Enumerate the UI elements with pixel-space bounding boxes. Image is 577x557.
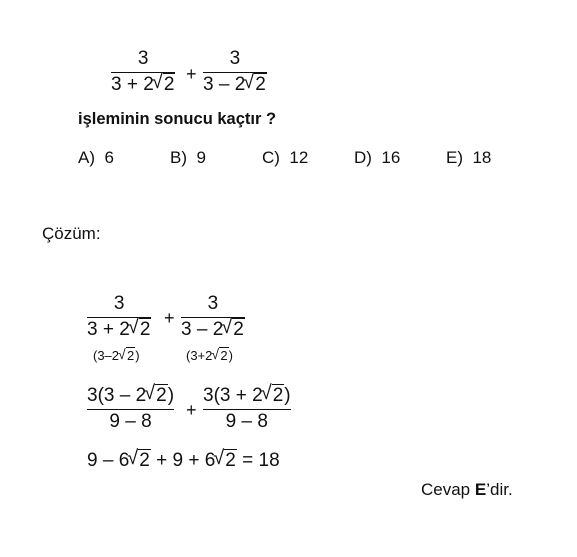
sqrt-symbol bbox=[119, 348, 135, 363]
choice-e bbox=[446, 148, 491, 168]
den-integer: 3 bbox=[203, 74, 214, 95]
fraction-bar bbox=[87, 409, 174, 410]
den-operator: + bbox=[126, 74, 138, 95]
den-coefficient: 2 bbox=[143, 74, 154, 95]
radicand: 2 bbox=[127, 348, 135, 363]
fraction-bar bbox=[203, 409, 291, 410]
radicand: 2 bbox=[255, 74, 266, 95]
question-fraction-2 bbox=[203, 48, 267, 96]
numerator: 3 bbox=[207, 293, 219, 314]
radicand: 2 bbox=[225, 450, 236, 471]
choice-label: E) bbox=[446, 148, 463, 167]
question-prompt: işleminin sonucu kaçtır ? bbox=[78, 110, 277, 128]
choice-d bbox=[354, 148, 400, 168]
multiplier-open: (3+2 bbox=[186, 348, 213, 363]
numerator bbox=[203, 385, 291, 407]
numerator-open: 3(3 – 2 bbox=[87, 385, 147, 406]
numerator-open: 3(3 + 2 bbox=[203, 385, 263, 406]
radicand: 2 bbox=[272, 385, 284, 406]
choice-value: 9 bbox=[196, 148, 206, 167]
multiplier-open: (3–2 bbox=[93, 348, 120, 363]
den-coefficient: 2 bbox=[234, 74, 246, 95]
sqrt-symbol bbox=[129, 450, 151, 472]
den-integer: 3 bbox=[111, 74, 122, 95]
radicand: 2 bbox=[139, 319, 151, 340]
choice-label: B) bbox=[170, 148, 187, 167]
sqrt-symbol bbox=[154, 74, 176, 96]
den-coefficient: 2 bbox=[119, 319, 130, 340]
sqrt-symbol bbox=[146, 385, 168, 407]
expanded-fraction-2 bbox=[203, 385, 291, 433]
numerator-close: ) bbox=[284, 385, 291, 406]
choice-c bbox=[262, 148, 308, 168]
choice-label: C) bbox=[262, 148, 280, 167]
choice-a bbox=[78, 148, 114, 168]
multiplier-2 bbox=[186, 348, 233, 363]
sqrt-symbol bbox=[212, 348, 228, 363]
multiplier-1 bbox=[93, 348, 140, 363]
denominator bbox=[181, 319, 245, 341]
multiplier-close: ) bbox=[228, 348, 233, 363]
solution-heading: Çözüm: bbox=[42, 224, 101, 243]
choice-b bbox=[170, 148, 206, 168]
den-operator: – bbox=[218, 74, 230, 95]
den-operator: – bbox=[196, 319, 208, 340]
question-fraction-1 bbox=[111, 48, 175, 96]
expanded-fraction-1 bbox=[87, 385, 174, 433]
radicand: 2 bbox=[139, 450, 150, 471]
sqrt-symbol bbox=[223, 319, 245, 341]
multiplier-close: ) bbox=[135, 348, 140, 363]
denominator bbox=[111, 74, 175, 96]
den-integer: 3 bbox=[181, 319, 192, 340]
choice-value: 18 bbox=[472, 148, 492, 167]
denominator bbox=[87, 319, 151, 341]
den-operator: + bbox=[102, 319, 114, 340]
denominator: 9 – 8 bbox=[225, 411, 268, 432]
numerator bbox=[87, 385, 174, 407]
numerator: 3 bbox=[137, 48, 149, 69]
equation-part: 9 – 6 bbox=[87, 450, 130, 471]
solution-fraction-1 bbox=[87, 293, 151, 341]
choice-value: 12 bbox=[289, 148, 309, 167]
plus-sign: + bbox=[164, 308, 175, 328]
den-integer: 3 bbox=[87, 319, 98, 340]
numerator: 3 bbox=[113, 293, 125, 314]
equation-part: + 9 + 6 bbox=[150, 450, 216, 471]
plus-sign: + bbox=[186, 64, 197, 84]
den-coefficient: 2 bbox=[212, 319, 224, 340]
denominator bbox=[203, 74, 267, 96]
sqrt-symbol bbox=[263, 385, 285, 407]
plus-sign: + bbox=[186, 400, 197, 420]
sqrt-symbol bbox=[215, 450, 237, 472]
equation-result: = 18 bbox=[236, 450, 280, 471]
radicand: 2 bbox=[220, 348, 228, 363]
choice-label: D) bbox=[354, 148, 372, 167]
sqrt-symbol bbox=[245, 74, 267, 96]
choice-label: A) bbox=[78, 148, 95, 167]
radicand: 2 bbox=[156, 385, 167, 406]
answer-suffix: ’dir. bbox=[486, 480, 513, 499]
answer-prefix: Cevap bbox=[421, 480, 475, 499]
choice-value: 6 bbox=[104, 148, 114, 167]
solution-fraction-2 bbox=[181, 293, 245, 341]
numerator: 3 bbox=[229, 48, 241, 69]
choice-value: 16 bbox=[381, 148, 401, 167]
denominator: 9 – 8 bbox=[109, 411, 152, 432]
sqrt-symbol bbox=[130, 319, 152, 341]
radicand: 2 bbox=[233, 319, 244, 340]
final-equation bbox=[87, 450, 280, 472]
radicand: 2 bbox=[163, 74, 175, 95]
answer-letter: E bbox=[474, 480, 487, 499]
numerator-close: ) bbox=[167, 385, 175, 406]
answer-line bbox=[421, 480, 513, 500]
